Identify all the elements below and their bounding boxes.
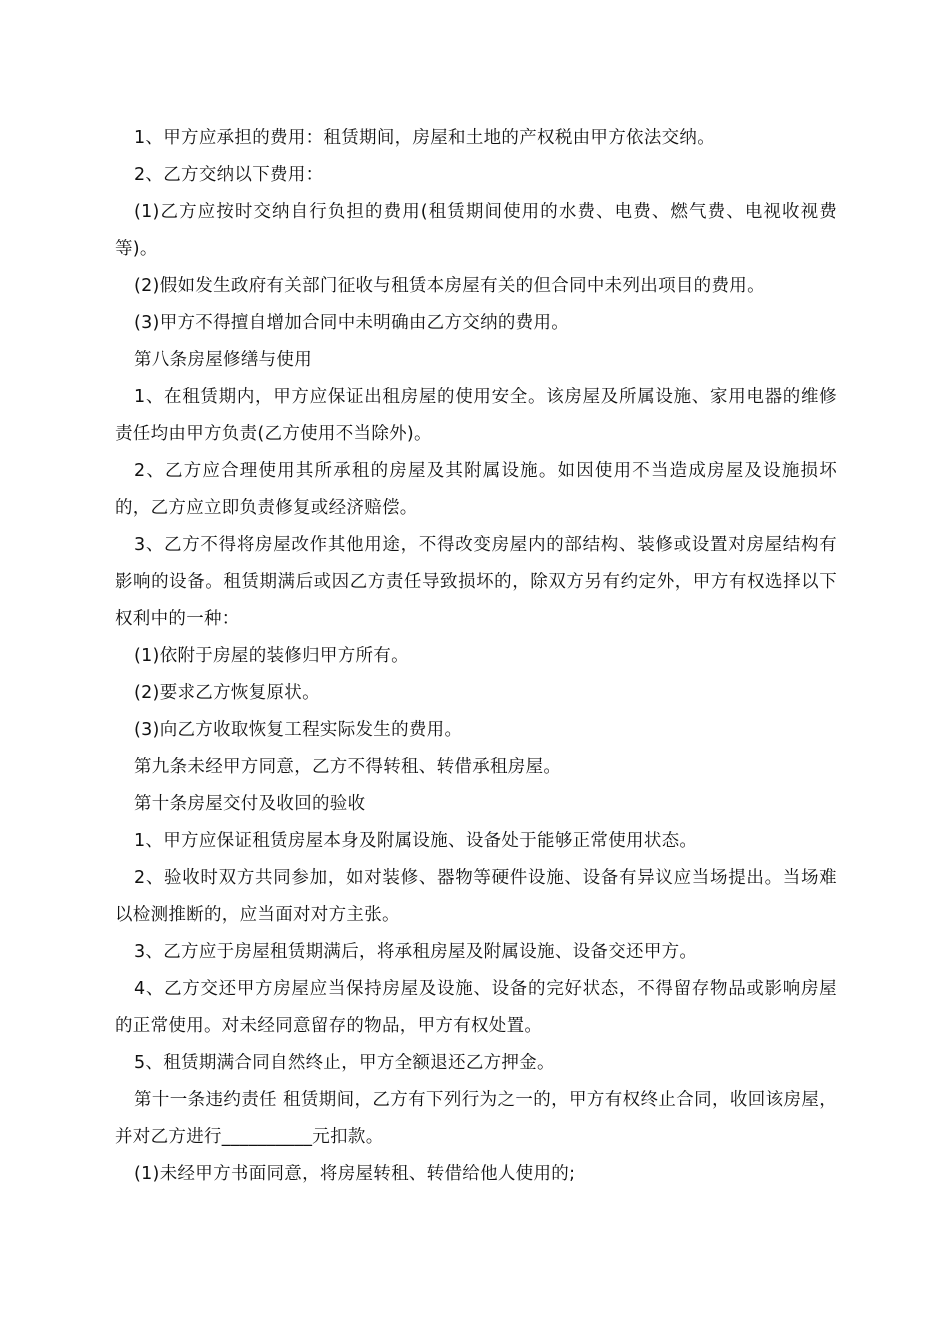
clause-paragraph: 5、租赁期满合同自然终止，甲方全额退还乙方押金。 (134, 1053, 555, 1073)
document-body (115, 120, 837, 1193)
clause-paragraph: 1、在租赁期内，甲方应保证出租房屋的使用安全。该房屋及所属设施、家用电器的维修责任均由甲方负责(乙方使用不当除外)。 (115, 387, 837, 444)
clause-paragraph: 2、乙方交纳以下费用： (134, 165, 324, 185)
article-heading: 第十一条违约责任 租赁期间，乙方有下列行为之一的，甲方有权终止合同，收回该房屋，并对乙方进行__________元扣款。 (115, 1090, 837, 1147)
clause-paragraph: (1)乙方应按时交纳自行负担的费用(租赁期间使用的水费、电费、燃气费、电视收视费等)。 (115, 202, 837, 259)
clause-paragraph: (2)要求乙方恢复原状。 (134, 683, 320, 703)
clause-paragraph: (1)依附于房屋的装修归甲方所有。 (134, 646, 409, 666)
clause-paragraph: 3、乙方应于房屋租赁期满后，将承租房屋及附属设施、设备交还甲方。 (134, 942, 698, 962)
clause-paragraph: (3)甲方不得擅自增加合同中未明确由乙方交纳的费用。 (134, 313, 570, 333)
clause-paragraph: (1)未经甲方书面同意，将房屋转租、转借给他人使用的; (134, 1164, 576, 1184)
article-heading: 第十条房屋交付及收回的验收 (134, 794, 366, 814)
clause-paragraph: 2、验收时双方共同参加，如对装修、器物等硬件设施、设备有异议应当场提出。当场难以检测推断的，应当面对对方主张。 (115, 868, 837, 925)
clause-paragraph: 4、乙方交还甲方房屋应当保持房屋及设施、设备的完好状态，不得留存物品或影响房屋的正常使用。对未经同意留存的物品，甲方有权处置。 (115, 979, 837, 1036)
clause-paragraph: 1、甲方应承担的费用：租赁期间，房屋和土地的产权税由甲方依法交纳。 (134, 128, 716, 148)
clause-paragraph: 1、甲方应保证租赁房屋本身及附属设施、设备处于能够正常使用状态。 (134, 831, 698, 851)
article-heading: 第八条房屋修缮与使用 (134, 350, 312, 370)
clause-paragraph: (3)向乙方收取恢复工程实际发生的费用。 (134, 720, 463, 740)
clause-paragraph: (2)假如发生政府有关部门征收与租赁本房屋有关的但合同中未列出项目的费用。 (134, 276, 765, 296)
article-heading: 第九条未经甲方同意，乙方不得转租、转借承租房屋。 (134, 757, 562, 777)
clause-paragraph: 3、乙方不得将房屋改作其他用途，不得改变房屋内的部结构、装修或设置对房屋结构有影响的设备。租赁期满后或因乙方责任导致损坏的，除双方另有约定外，甲方有权选择以下权利中的一种： (115, 535, 837, 629)
clause-paragraph: 2、乙方应合理使用其所承租的房屋及其附属设施。如因使用不当造成房屋及设施损坏的，乙方应立即负责修复或经济赔偿。 (115, 461, 837, 518)
